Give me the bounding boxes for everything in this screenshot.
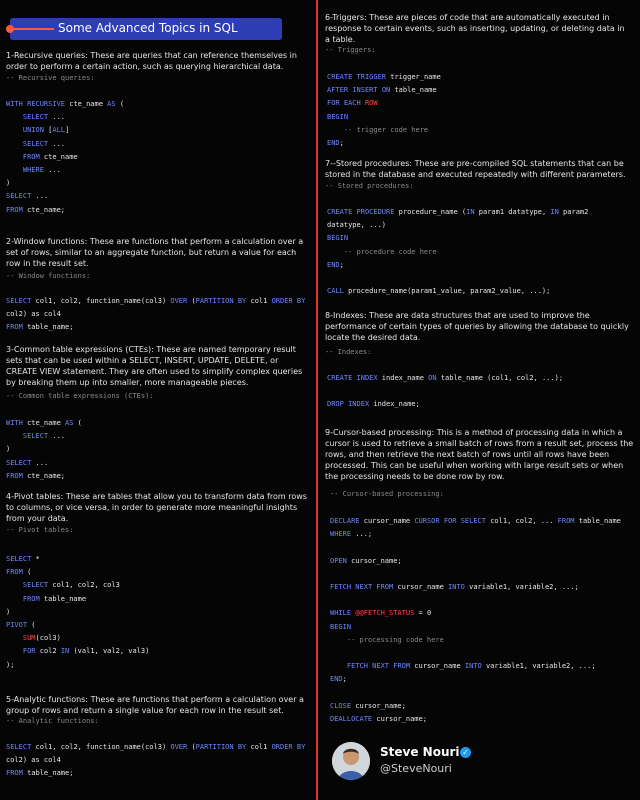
pivot-code: SELECT * FROM ( SELECT col1, col2, col3 FROM table_name ) PIVOT ( SUM(col3) FOR col2 IN (val1, val2, val3) ); [6, 555, 150, 669]
indexes-comment: -- Indexes: [325, 348, 372, 356]
procs-desc: 7--Stored procedures: These are pre-compiled SQL statements that can be stored in the database and executed repeatedly with different parameters. [325, 159, 626, 179]
window-code: SELECT col1, col2, function_name(col3) OVER (PARTITION BY col1 ORDER BY col2) as col4 FROM table_name; [6, 297, 306, 332]
pivot-desc: 4-Pivot tables: These are tables that allow you to transform data from rows to columns, or vice versa, in order to generate more meaningful insights from your data. [6, 492, 307, 523]
recursive-code: WITH RECURSIVE cte_name AS ( SELECT ... UNION [ALL] SELECT ... FROM cte_name WHERE ... ) SELECT ... FROM cte_name; [6, 100, 125, 214]
analytic-desc: 5-Analytic functions: These are functions that perform a calculation over a group of rows and return a single value for each row in the result set. [6, 695, 304, 715]
left-column [0, 0, 316, 800]
cursor-desc: 9-Cursor-based processing: This is a method of processing data in which a cursor is used to retrieve a small batch of rows from a result set, process the rows, and then retrieve the next batch of rows until all rows have been processed. This can be useful when working with large result sets or when the processing needs to be done row by row. [325, 428, 634, 481]
triggers-comment: -- Triggers: [325, 46, 376, 54]
cte-comment: -- Common table expressions (CTEs): [6, 392, 154, 400]
cte-code: WITH cte_name AS ( SELECT ... ) SELECT ... FROM cte_name; [6, 419, 82, 480]
triggers-code: CREATE TRIGGER trigger_name AFTER INSERT ON table_name FOR EACH ROW BEGIN -- trigger code here END; [327, 73, 441, 148]
indexes-desc: 8-Indexes: These are data structures that are used to improve the performance of certain types of queries by allowing the database to quickly locate the desired data. [325, 311, 629, 342]
recursive-comment: -- Recursive queries: [6, 74, 95, 82]
title-banner [10, 18, 282, 40]
right-column [318, 0, 640, 800]
page-title: Some Advanced Topics in SQL [58, 21, 238, 35]
title-accent-dot [6, 25, 14, 33]
author-card [332, 742, 482, 786]
window-comment: -- Window functions: [6, 272, 91, 280]
cursor-comment: -- Cursor-based processing: [330, 490, 444, 498]
recursive-desc: 1-Recursive queries: These are queries that can reference themselves in order to perform a certain action, such as querying hierarchical data. [6, 51, 297, 71]
indexes-code: CREATE INDEX index_name ON table_name (col1, col2, ...); DROP INDEX index_name; [327, 374, 564, 409]
procs-comment: -- Stored procedures: [325, 182, 414, 190]
avatar [332, 742, 370, 780]
author-handle: @SteveNouri [380, 762, 452, 775]
cte-desc: 3-Common table expressions (CTEs): These are named temporary result sets that can be used within a SELECT, INSERT, UPDATE, DELETE, or CREATE VIEW statement. They are often used to simplify complex queries by breaking them up into smaller, more manageable pieces. [6, 345, 303, 387]
analytic-code: SELECT col1, col2, function_name(col3) OVER (PARTITION BY col1 ORDER BY col2) as col4 FROM table_name; [6, 743, 306, 778]
window-desc: 2-Window functions: These are functions that perform a calculation over a set of rows, similar to an aggregate function, but return a value for each row in the result set. [6, 237, 304, 268]
verified-badge-icon: ✓ [460, 747, 471, 758]
triggers-desc: 6-Triggers: These are pieces of code that are automatically executed in response to certain events, such as inserting, updating, or deleting data in a table. [325, 13, 625, 44]
analytic-comment: -- Analytic functions: [6, 717, 99, 725]
procs-code: CREATE PROCEDURE procedure_name (IN param1 datatype, IN param2 datatype, ...) BEGIN -- procedure code here END; CALL procedure_name(param1_value, param2_value, ...); [327, 208, 589, 296]
author-name: Steve Nouri [380, 745, 460, 759]
cursor-code: DECLARE cursor_name CURSOR FOR SELECT col1, col2, ... FROM table_name WHERE ...; OPEN cursor_name; FETCH NEXT FROM cursor_name INTO variable1, variable2, ...; WHILE @@FETCH_STATUS = 0 BEGIN -- processing code here FETCH NEXT FROM cursor_name INTO variable1, variable2, ...; END; CLOSE cursor_name; DEALLOCATE cursor_name; [330, 517, 621, 724]
title-accent-line [14, 28, 54, 30]
pivot-comment: -- Pivot tables: [6, 526, 74, 534]
